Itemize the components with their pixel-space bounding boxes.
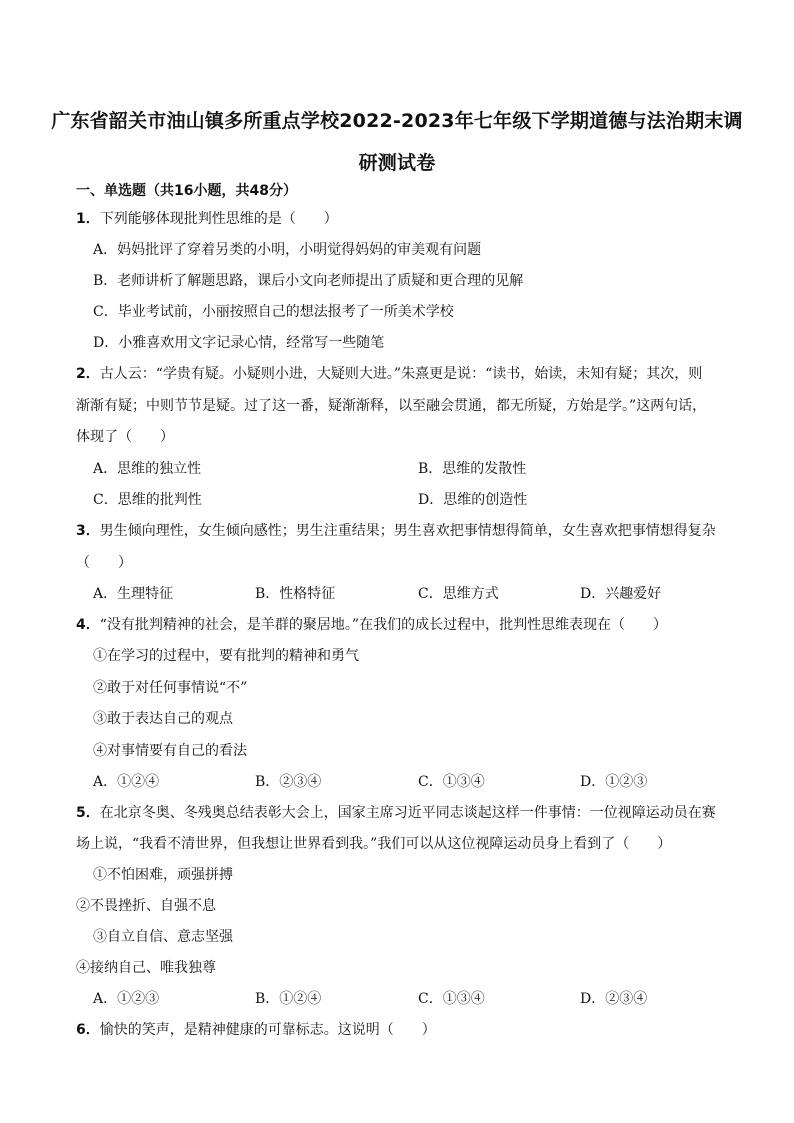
question-2-option-b: B．思维的发散性 [418, 461, 527, 477]
question-4-option-a: A．①②④ [93, 774, 160, 790]
question-1-stem [76, 208, 338, 228]
question-text: 下列能够体现批判性思维的是（ ） [99, 211, 338, 227]
question-5-item-2: ②不畏挫折、自强不息 [76, 898, 216, 914]
question-5-option-a: A．①②③ [93, 991, 160, 1007]
question-4-item-2: ②敢于对任何事情说“不” [93, 680, 248, 696]
question-4-option-d: D．①②③ [580, 774, 648, 790]
question-3-option-d: D．兴趣爱好 [580, 586, 662, 602]
question-text: “没有批判精神的社会，是羊群的聚居地。”在我们的成长过程中，批判性思维表现在（ ） [99, 617, 668, 633]
question-3-option-b: B．性格特征 [255, 586, 336, 602]
question-5-option-c: C．①③④ [418, 991, 485, 1007]
question-text: 男生倾向理性，女生倾向感性；男生注重结果；男生喜欢把事情想得简单，女生喜欢把事情想得复杂 [99, 523, 716, 539]
question-4-item-1: ①在学习的过程中，要有批判的精神和勇气 [93, 648, 359, 664]
question-number: 4． [76, 617, 100, 633]
question-6-stem [76, 1019, 436, 1039]
question-number: 3． [76, 523, 100, 539]
question-1-option-a: A．妈妈批评了穿着另类的小明，小明觉得妈妈的审美观有问题 [93, 242, 482, 258]
question-2-option-c: C．思维的批判性 [93, 492, 202, 508]
exam-title-line1: 广东省韶关市油山镇多所重点学校2022-2023年七年级下学期道德与法治期末调 [51, 110, 743, 132]
question-5-item-4: ④接纳自己、唯我独尊 [76, 960, 216, 976]
question-4-item-3: ③敢于表达自己的观点 [93, 711, 233, 727]
question-2-option-d: D．思维的创造性 [418, 492, 528, 508]
question-4-option-c: C．①③④ [418, 774, 485, 790]
question-3-stem-line2: （ ） [76, 555, 132, 571]
question-number: 6． [76, 1022, 100, 1038]
question-4-stem [76, 614, 667, 634]
question-2-option-a: A．思维的独立性 [93, 461, 202, 477]
question-2-stem-line2: 渐渐有疑；中则节节是疑。过了这一番，疑渐渐释，以至融会贯通，都无所疑，方始是学。”这两句话， [76, 398, 707, 414]
section-heading: 一、单选题（共16小题，共48分） [76, 183, 297, 199]
exam-title-line2: 研测试卷 [358, 152, 436, 174]
question-1-option-d: D．小雅喜欢用文字记录心情，经常写一些随笔 [93, 335, 385, 351]
question-5-option-d: D．②③④ [580, 991, 648, 1007]
question-3-option-a: A．生理特征 [93, 586, 174, 602]
question-4-option-b: B．②③④ [255, 774, 322, 790]
question-5-item-3: ③自立自信、意志坚强 [93, 929, 233, 945]
question-2-stem-line3: 体现了（ ） [76, 429, 174, 445]
question-text: 愉快的笑声，是精神健康的可靠标志。这说明（ ） [99, 1022, 436, 1038]
question-number: 2． [76, 366, 100, 382]
question-5-stem-line2: 场上说，“我看不清世界，但我想让世界看到我。”我们可以从这位视障运动员身上看到了（ ） [76, 836, 672, 852]
question-5-item-1: ①不怕困难，顽强拼搏 [93, 867, 233, 883]
question-5-stem [76, 802, 716, 822]
question-1-option-c: C．毕业考试前，小丽按照自己的想法报考了一所美术学校 [93, 304, 454, 320]
question-2-stem [76, 363, 702, 383]
question-4-item-4: ④对事情要有自己的看法 [93, 743, 247, 759]
question-3-option-c: C．思维方式 [418, 586, 499, 602]
question-text: 在北京冬奥、冬残奥总结表彰大会上，国家主席习近平同志谈起这样一件事情：一位视障运动员在赛 [99, 805, 716, 821]
question-number: 1． [76, 211, 100, 227]
question-5-option-b: B．①②④ [255, 991, 322, 1007]
question-3-stem [76, 520, 716, 540]
question-number: 5． [76, 805, 100, 821]
question-1-option-b: B．老师讲析了解题思路，课后小文向老师提出了质疑和更合理的见解 [93, 273, 524, 289]
question-text: 古人云：“学贵有疑。小疑则小进，大疑则大进。”朱熹更是说：“读书，始读，未知有疑；其次，则 [99, 366, 703, 382]
